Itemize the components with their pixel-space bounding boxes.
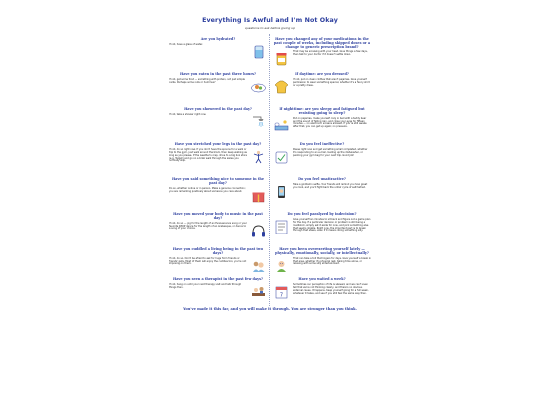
water-glass-icon [250,44,267,59]
page-title: Everything Is Awful and I'm Not Okay [202,17,338,24]
answer-row [169,223,267,232]
question-text: Have you cuddled a living being in the past two days? [172,247,264,255]
food-plate-icon [250,79,267,94]
shower-icon [250,114,267,129]
shirt-icon [273,79,290,94]
answer-text: If not, hang on until your next therapy visit and talk through things then. [169,282,242,289]
answer-row [273,282,371,299]
answer-text: If not, have a glass of water. [169,42,203,46]
answer-text: If not, get some food — something with protein, not just simple carbs. Perhaps some nuts or hummus? [169,77,245,84]
column-divider [269,34,270,306]
question-text: Do you feel paralyzed by indecision? [287,212,357,216]
question-item-something-nice [169,178,267,193]
answer-row [169,284,267,290]
svg-text:7: 7 [279,292,284,299]
therapist-icon [250,284,267,299]
pill-bottle-icon [273,51,290,66]
answer-text: That may be screwing with your head. Give things a few days, then talk to your doctor if it doesn't settle down. [293,50,368,57]
question-text: Have you stretched your legs in the past day? [174,142,262,146]
selfie-icon [273,184,290,199]
answer-row [273,149,371,158]
answer-text: Take a goddamn selfie. Your friends will remind you how great you look, and you'll fight back the unfair cycle of self-hatred. [293,182,368,189]
question-item-ineffective [273,143,371,158]
answer-text: Put on pajamas, make yourself cozy in bed with a teddy bear and the sound of falling rain, and close your eyes for fifteen minutes — no electronic screens allowed. If you're still awake after that, you can get up again; no pressure. [293,116,367,129]
page-subtitle: questions to ask before giving up [244,26,296,30]
answer-text: If not, do so right now. If you don't have the spoons for a walk or trip to the gym, just walk around the block, then keep walking as long as you please. If the weather's crap, drive to a big box store (e.g. Target) and go on a brisk walk through the aisles you normally skip. [169,147,247,163]
answer-text: Give yourself ten minutes to sit back and figure out a game plan for the day. If a particular decision or problem is still being a roadblock, simply set it aside for now, and pick something else that seems doable. Right now, the important part is to break through that stasis, even if it means doing something silly. [293,217,371,233]
question-text: Have you seen a therapist in the past few days? [173,277,263,281]
cuddle-icon [250,258,267,273]
answer-row [273,79,371,88]
question-item-stretched [169,143,267,163]
answer-text: Pause right now and get something small completed, whether it's responding to an e-mail, loading up the dishwasher, or packing your gym bag for your next trip. Good job! [293,147,368,157]
question-text: Have you moved your body to music in the past day? [173,212,263,220]
question-text: Have you showered in the past day? [184,107,252,111]
question-item-paralyzed [273,213,371,233]
answer-row [169,114,267,117]
question-text: Have you said something nice to someone in the past day? [171,177,265,185]
ineffective-icon [273,149,290,164]
answer-row [169,79,267,85]
question-item-dressed [273,73,371,88]
question-text: Do you feel unattractive? [298,177,346,181]
question-text: If nighttime: are you sleepy and fatigued but resisting going to sleep? [279,107,365,115]
headphones-icon [250,223,267,238]
question-text: Do you feel ineffective? [299,142,345,146]
question-item-showered [169,108,267,117]
answer-row [169,44,267,47]
question-item-overexerted [273,248,371,266]
answer-row [273,219,371,234]
answer-text: That can take a toll that lingers for days. Give yourself a break in that area, whether it's physical rest, taking time alone, or relaxing with some silly entertainment. [293,256,371,266]
calendar-icon [273,284,290,299]
answer-text: If not, do so. Don't be afraid to ask for hugs from friends or friends' pets. Most of them will enjoy the cuddles too; you're not imposing on them. [169,256,247,266]
question-item-music [169,213,267,231]
question-text: Have you waited a week? [298,277,346,281]
question-item-week [273,277,371,299]
answer-text: If not, take a shower right now. [169,112,207,116]
answer-row [169,258,267,267]
question-item-unattractive [273,178,371,190]
bed-icon [273,118,290,133]
question-item-medications [273,38,371,57]
answer-row [169,188,267,194]
flowchart-page [165,10,375,315]
answer-text: If not, do so — jog for the length of an Evanescence song or your favorite KPOP dance for the length of an Arabesque, or dance to a song of your choice. [169,221,247,231]
question-item-therapist [169,278,267,290]
exhausted-icon [273,258,290,273]
question-item-nighttime [273,108,371,129]
question-item-cuddled [169,248,267,266]
list-icon [273,219,290,234]
encouragement-footer: You've made it this far, and you will make it through. You are stronger than you think. [183,307,357,311]
answer-text: Do so, whether online or in person. Make a genuine connection; you are remarking positively about someone you care about. [169,186,246,193]
question-text: Have you eaten in the past three hours? [179,72,257,76]
answer-row [169,149,267,164]
answer-row [273,258,371,267]
answer-text: Sometimes our perception of life is skewed, and we can't even tell that we're not thinking clearly, and there's no obvious external cause. It happens. Keep yourself going for a full week, whatever it takes, and see if you still feel the same way then. [293,282,369,295]
question-text: Have you been overexerting yourself lately — physically, emotionally, socially, or intellectually? [275,247,369,255]
stretch-icon [250,149,267,164]
gift-icon [250,188,267,203]
question-text: If daytime: are you dressed? [295,72,349,76]
question-item-hydrated [169,38,267,47]
answer-row [273,184,371,190]
answer-row [273,118,371,130]
answer-text: If not, put on clean clothes that aren't pajamas. Give yourself permission to wear something special, whether it's a fancy shirt or a pretty dress. [293,77,370,87]
answer-row [273,51,371,57]
question-text: Have you changed any of your medications in the past couple of weeks, including skipped doses or a change to generic prescription brand? [273,37,371,49]
question-text: Are you hydrated? [200,37,236,41]
question-item-eaten [169,73,267,85]
